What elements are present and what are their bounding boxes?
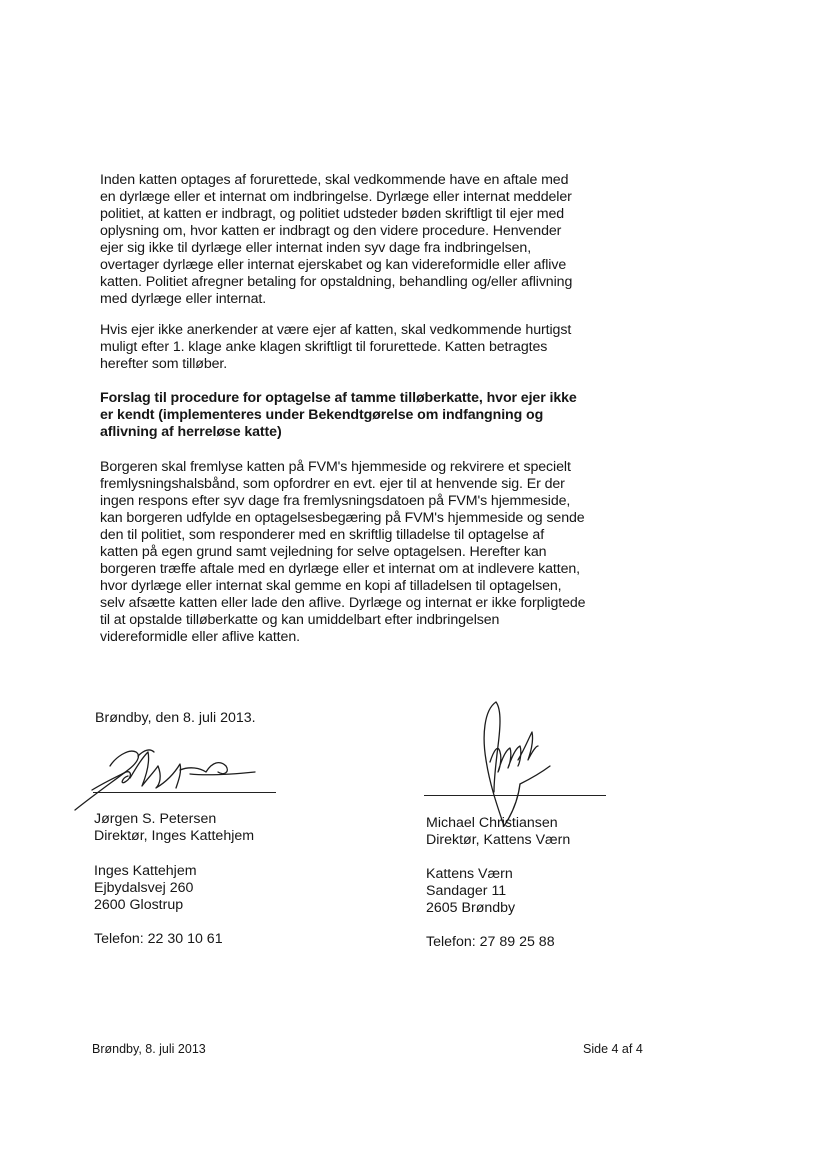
phone-text: Telefon: 22 30 10 61 xyxy=(94,931,223,947)
text-line: katten. Politiet afregner betaling for opstaldning, behandling og/eller aflivning xyxy=(100,274,573,290)
text-line: kan borgeren udfylde en optagelsesbegæring på FVM's hjemmeside og sende xyxy=(100,510,585,526)
heading-line: aflivning af herreløse katte) xyxy=(100,424,282,440)
phone-left xyxy=(94,931,223,948)
text-line: herefter som tilløber. xyxy=(100,356,228,372)
text-line: politiet, at katten er indbragt, og politiet udsteder bøden skriftligt til ejer med xyxy=(100,206,565,222)
address-city: 2605 Brøndby xyxy=(426,900,516,916)
text-line: videreformidle eller aflive katten. xyxy=(100,629,300,645)
signatory-name: Jørgen S. Petersen xyxy=(94,811,217,827)
signatory-right xyxy=(426,815,570,849)
signature-right xyxy=(472,696,562,832)
place-date xyxy=(95,710,256,727)
address-city: 2600 Glostrup xyxy=(94,897,184,913)
text-line: ingen respons efter syv dage fra fremlysningsdatoen på FVM's hjemmeside, xyxy=(100,493,571,509)
text-line: en dyrlæge eller et internat om indbringelse. Dyrlæge eller internat meddeler xyxy=(100,189,572,205)
text-line: muligt efter 1. klage anke klagen skriftligt til forurettede. Katten betragtes xyxy=(100,339,548,355)
phone-right xyxy=(426,934,555,951)
text-line: overtager dyrlæge eller internat ejerskabet og kan videreformidle eller aflive xyxy=(100,257,567,273)
address-left xyxy=(94,863,197,914)
address-org: Kattens Værn xyxy=(426,866,513,882)
signatory-title: Direktør, Inges Kattehjem xyxy=(94,828,255,844)
text-line: selv afsætte katten eller lade den aflive. Dyrlæge og internat er ikke forpligtede xyxy=(100,595,586,611)
signatory-left xyxy=(94,811,254,845)
section-heading xyxy=(100,390,610,441)
heading-line: Forslag til procedure for optagelse af tamme tilløberkatte, hvor ejer ikke xyxy=(100,390,577,406)
text-line: katten på egen grund samt vejledning for selve optagelsen. Herefter kan xyxy=(100,544,547,560)
text-line: oplysning om, hvor katten er indbragt og den videre procedure. Henvender xyxy=(100,223,562,239)
text-line: med dyrlæge eller internat. xyxy=(100,291,267,307)
address-street: Sandager 11 xyxy=(426,883,507,899)
text-line: Borgeren skal fremlyse katten på FVM's hjemmeside og rekvirere et specielt xyxy=(100,459,571,475)
text-line: Hvis ejer ikke anerkender at være ejer af katten, skal vedkommende hurtigst xyxy=(100,322,572,338)
paragraph-anke xyxy=(100,322,610,373)
signatory-name: Michael Christiansen xyxy=(426,815,558,831)
footer-date: Brøndby, 8. juli 2013 xyxy=(92,1042,206,1056)
text-line: Inden katten optages af forurettede, skal vedkommende have en aftale med xyxy=(100,172,569,188)
text-line: ejer sig ikke til dyrlæge eller internat inden syv dage fra indbringelsen, xyxy=(100,240,532,256)
text-line: borgeren træffe aftale med en dyrlæge eller et internat om at indlevere katten, xyxy=(100,561,581,577)
text-line: til at opstalde tilløberkatte og kan umiddelbart efter indbringelsen xyxy=(100,612,500,628)
text-line: fremlysningshalsbånd, som opfordrer en evt. ejer til at henvende sig. Er der xyxy=(100,476,565,492)
text-line: hvor dyrlæge eller internat skal gemme en kopi af tilladelsen til optagelsen, xyxy=(100,578,562,594)
signature-left xyxy=(70,742,260,814)
heading-line: er kendt (implementeres under Bekendtgørelse om indfangning og xyxy=(100,407,544,423)
address-right xyxy=(426,866,515,917)
address-street: Ejbydalsvej 260 xyxy=(94,880,194,896)
signatory-title: Direktør, Kattens Værn xyxy=(426,832,571,848)
place-date-text: Brøndby, den 8. juli 2013. xyxy=(95,710,256,726)
paragraph-aftale-indbringelse xyxy=(100,172,610,308)
paragraph-procedure xyxy=(100,459,610,646)
text-line: den til politiet, som responderer med en skriftlig tilladelse til optagelse af xyxy=(100,527,545,543)
phone-text: Telefon: 27 89 25 88 xyxy=(426,934,555,950)
footer-page-number: Side 4 af 4 xyxy=(583,1042,643,1056)
address-org: Inges Kattehjem xyxy=(94,863,197,879)
